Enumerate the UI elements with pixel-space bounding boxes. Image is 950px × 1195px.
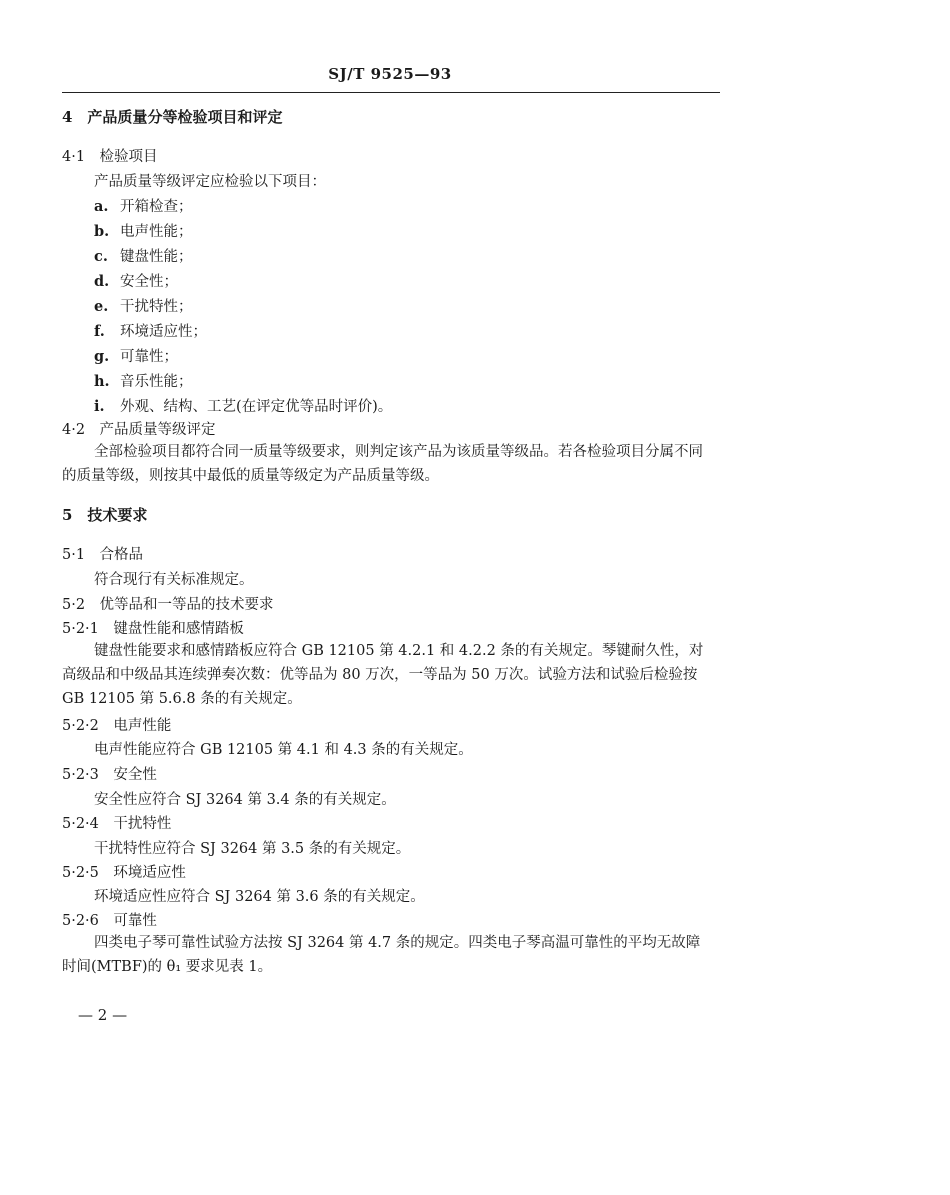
list-item-text: 可靠性；	[120, 349, 178, 365]
list-item-text: 环境适应性；	[120, 324, 207, 340]
list-item	[94, 345, 178, 366]
section-4-1-title: 4·1 检验项目	[62, 149, 158, 165]
section-5-2-6-title: 5·2·6 可靠性	[62, 913, 157, 929]
list-item	[94, 395, 392, 416]
section-4-2-title: 4·2 产品质量等级评定	[62, 422, 216, 438]
list-item-letter: i.	[94, 398, 105, 415]
section-5-2-3-title: 5·2·3 安全性	[62, 767, 157, 783]
section-5-2-1-text: 键盘性能要求和感情踏板应符合 GB 12105 第 4.2.1 和 4.2.2 条的有关规定。琴键耐久性，对高级品和中级品其连续弹奏次数：优等品为 80 万次，一等品为 50 万次。试验方法和试验后检验按 GB 12105 第 5.6.8 条的有关规定。	[62, 643, 704, 707]
list-item-text: 外观、结构、工艺(在评定优等品时评价)。	[120, 399, 393, 415]
section-5-2-4-text: 干扰特性应符合 SJ 3264 第 3.5 条的有关规定。	[94, 841, 411, 857]
list-item-letter: b.	[94, 223, 110, 240]
section-5-title: 5 技术要求	[62, 506, 148, 524]
section-5-1-text: 符合现行有关标准规定。	[94, 572, 254, 588]
list-item	[94, 370, 193, 391]
list-item-text: 键盘性能；	[120, 249, 193, 265]
section-5-2-2-text: 电声性能应符合 GB 12105 第 4.1 和 4.3 条的有关规定。	[94, 742, 473, 758]
list-item-letter: h.	[94, 373, 110, 390]
section-4-2-text: 全部检验项目都符合同一质量等级要求，则判定该产品为该质量等级品。若各检验项目分属不同的质量等级，则按其中最低的质量等级定为产品质量等级。	[62, 444, 703, 484]
list-item-letter: a.	[94, 198, 109, 215]
section-5-2-title: 5·2 优等品和一等品的技术要求	[62, 597, 274, 613]
list-item-text: 开箱检查；	[120, 199, 193, 215]
list-item-letter: e.	[94, 298, 109, 315]
section-5-2-4-title: 5·2·4 干扰特性	[62, 816, 172, 832]
list-item-letter: g.	[94, 348, 110, 365]
list-item-text: 干扰特性；	[120, 299, 193, 315]
header-rule	[62, 92, 720, 93]
list-item-letter: f.	[94, 323, 105, 340]
section-5-2-3-text: 安全性应符合 SJ 3264 第 3.4 条的有关规定。	[94, 792, 396, 808]
section-5-2-1-title: 5·2·1 键盘性能和感情踏板	[62, 621, 244, 637]
list-item	[94, 270, 178, 291]
section-5-2-5-title: 5·2·5 环境适应性	[62, 865, 186, 881]
list-item	[94, 195, 193, 216]
list-item	[94, 245, 193, 266]
list-item-text: 安全性；	[120, 274, 178, 290]
section-5-2-5-text: 环境适应性应符合 SJ 3264 第 3.6 条的有关规定。	[94, 889, 425, 905]
page-number: — 2 —	[78, 1006, 128, 1024]
list-item-letter: d.	[94, 273, 110, 290]
list-item	[94, 295, 193, 316]
list-item-text: 音乐性能；	[120, 374, 193, 390]
section-5-1-title: 5·1 合格品	[62, 547, 144, 563]
list-item-letter: c.	[94, 248, 108, 265]
list-item	[94, 220, 193, 241]
list-item-text: 电声性能；	[120, 224, 193, 240]
section-4-1-intro: 产品质量等级评定应检验以下项目：	[94, 174, 326, 190]
section-5-2-2-title: 5·2·2 电声性能	[62, 718, 172, 734]
section-4-title: 4 产品质量分等检验项目和评定	[62, 108, 283, 126]
section-5-2-6-text: 四类电子琴可靠性试验方法按 SJ 3264 第 4.7 条的规定。四类电子琴高温可靠性的平均无故障时间(MTBF)的 θ₁ 要求见表 1。	[62, 935, 701, 975]
list-item	[94, 320, 207, 341]
page-header: SJ/T 9525—93	[328, 65, 452, 83]
